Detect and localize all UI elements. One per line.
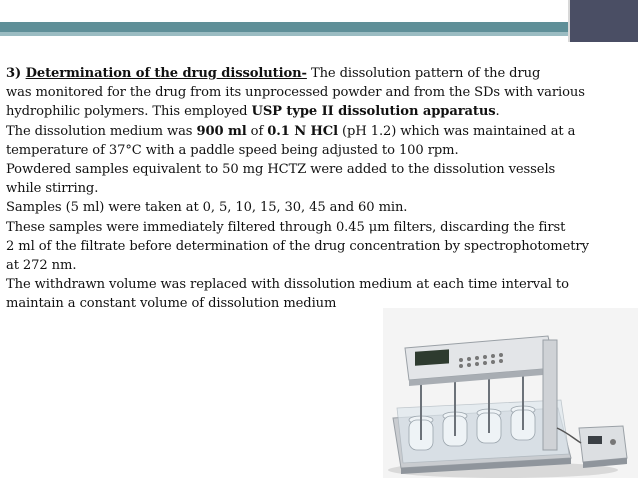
text-line-13: maintain a constant volume of dissolution medium [6, 296, 337, 312]
slide-top-band [0, 0, 638, 22]
text-line-4 [6, 122, 634, 141]
line-text: of [246, 123, 268, 139]
medium-name: 0.1 N HCl [267, 123, 338, 139]
text-line-1 [6, 64, 634, 83]
text-line-12: The withdrawn volume was replaced with dissolution medium at each time interval to [6, 277, 569, 293]
text-line-8: Samples (5 ml) were taken at 0, 5, 10, 15, 30, 45 and 60 min. [6, 200, 408, 216]
slide-header-bar [0, 22, 568, 32]
slide-body-text [6, 64, 634, 314]
line-text: hydrophilic polymers. This employed [6, 104, 252, 120]
dissolution-apparatus-illustration [383, 308, 638, 478]
text-line-6: Powdered samples equivalent to 50 mg HCTZ were added to the dissolution vessels [6, 162, 556, 178]
line-text: (pH 1.2) which was maintained at a [337, 123, 576, 139]
line-text: . [495, 104, 500, 120]
text-line-11: at 272 nm. [6, 258, 77, 274]
dissolution-apparatus-photo [383, 308, 638, 478]
text-line-7: while stirring. [6, 181, 99, 197]
slide-header-bar-light [0, 32, 568, 36]
line-text: The dissolution medium was [6, 123, 197, 139]
section-number: 3) [6, 66, 26, 81]
medium-volume: 900 ml [196, 123, 247, 139]
text-line-5: temperature of 37°C with a paddle speed being adjusted to 100 rpm. [6, 142, 459, 158]
text-line-3 [6, 102, 634, 121]
text-line-9: These samples were immediately filtered through 0.45 μm filters, discarding the first [6, 219, 566, 235]
slide-corner-box [568, 0, 638, 42]
line-text: The dissolution pattern of the drug [306, 66, 541, 81]
text-line-2: was monitored for the drug from its unprocessed powder and from the SDs with various [6, 85, 585, 101]
text-line-10: 2 ml of the filtrate before determination of the drug concentration by spectrophotometry [6, 238, 589, 254]
apparatus-name: USP type II dissolution apparatus [251, 104, 496, 120]
section-heading: Determination of the drug dissolution- [25, 66, 307, 81]
